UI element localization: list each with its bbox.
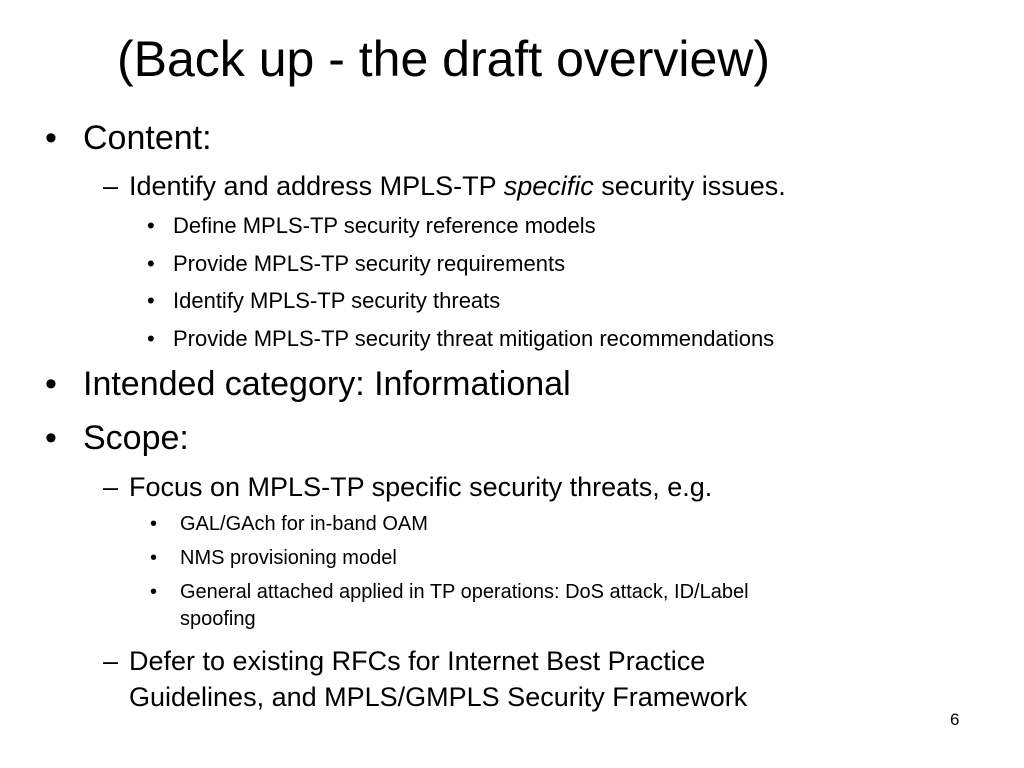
list-item-text: General attached applied in TP operations: DoS attack, ID/Label [180,581,749,603]
bullet-marker: • [45,365,57,403]
bullet-category-label: Intended category: Informational [83,365,571,403]
bullet-marker: • [45,419,57,457]
slide-title: (Back up - the draft overview) [117,31,771,87]
bullet-marker: • [150,581,158,603]
bullet-marker: • [150,547,158,569]
bullet-content-label: Content: [83,119,212,157]
list-item-text: spoofing [180,608,256,630]
text-emphasis: specific [503,171,594,201]
list-item-text: Identify MPLS-TP security threats [173,288,501,313]
list-item-text: Provide MPLS-TP security threat mitigation recommendations [173,326,775,351]
list-item-text: GAL/GAch for in-band OAM [180,513,428,535]
bullet-marker: • [147,288,155,313]
bullet-marker: • [147,213,155,238]
bullet-marker: • [147,251,155,276]
list-item-text: Provide MPLS-TP security requirements [173,251,566,276]
bullet-marker: • [150,513,158,535]
list-item-text: NMS provisioning model [180,547,397,569]
bullet-marker: • [45,119,57,157]
sub-bullet-identify-text [129,170,786,202]
sub-bullet-defer-line1: Defer to existing RFCs for Internet Best Practice [129,646,706,676]
dash-marker: – [103,472,119,502]
sub-bullet-focus-text: Focus on MPLS-TP specific security threats, e.g. [129,472,713,502]
text-post: security issues. [593,171,786,201]
list-item-text: Define MPLS-TP security reference models [173,213,596,238]
text-pre: Identify and address MPLS-TP [129,171,504,201]
bullet-marker: • [147,326,155,351]
sub-bullet-defer-line2: Guidelines, and MPLS/GMPLS Security Framework [129,682,748,712]
dash-marker: – [103,171,119,201]
bullet-scope-label: Scope: [83,419,189,457]
dash-marker: – [103,646,119,676]
page-number: 6 [950,710,960,729]
